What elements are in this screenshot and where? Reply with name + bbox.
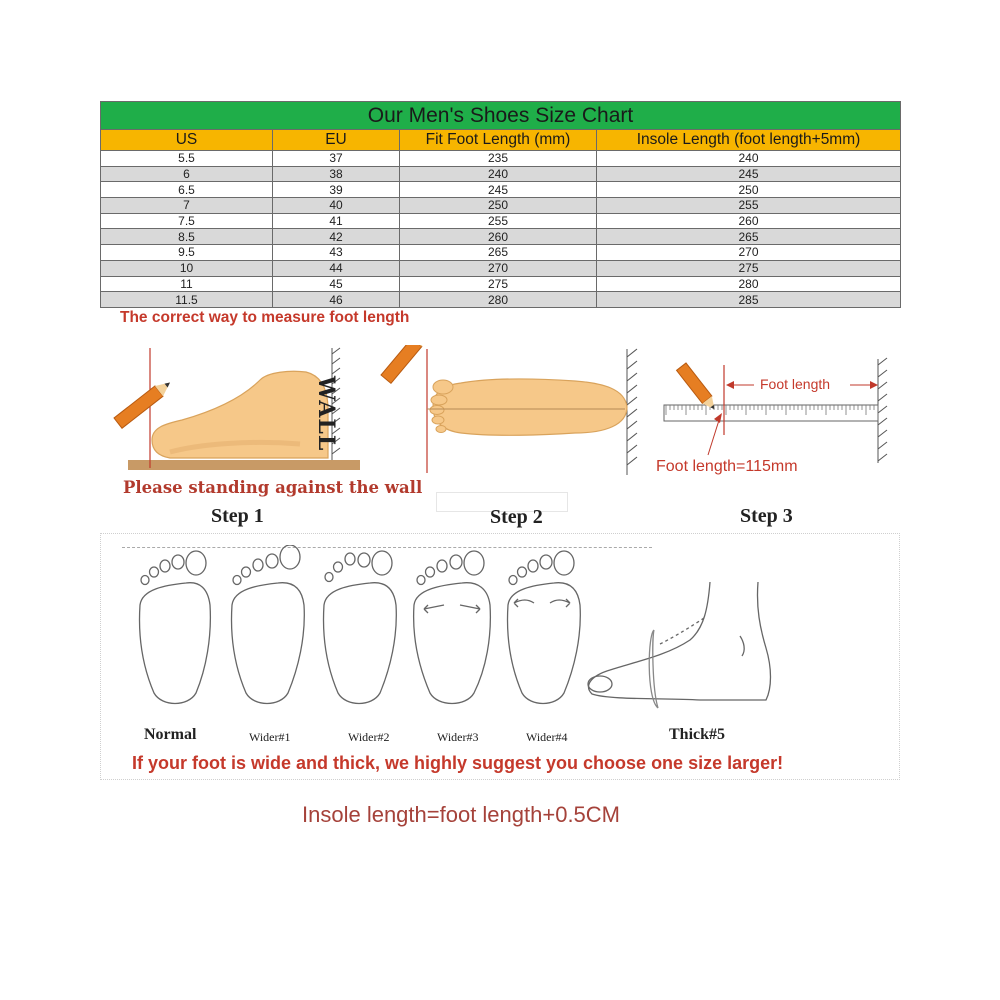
table-row [101,260,901,276]
cell-us: 6 [101,166,273,182]
insole-length-note: Insole length=foot length+0.5CM [302,802,621,827]
table-row [101,166,901,182]
foot-wider3-icon [414,551,491,704]
cell-eu: 42 [273,229,400,245]
foot-top-icon [433,379,627,435]
foot-type-wider4: Wider#4 [526,730,568,744]
foot-wider2-icon [324,551,397,704]
cell-fit-foot-length: 255 [400,213,597,229]
cell-insole-length: 250 [597,182,901,198]
table-row [101,245,901,261]
cell-fit-foot-length: 235 [400,151,597,167]
foot-type-thick5: Thick#5 [669,726,726,743]
cell-eu: 41 [273,213,400,229]
table-row [101,151,901,167]
foot-wider1-icon [232,545,305,704]
cell-fit-foot-length: 245 [400,182,597,198]
cell-eu: 40 [273,198,400,214]
table-row [101,276,901,292]
cell-insole-length: 260 [597,213,901,229]
step-2-label: Step 2 [490,506,543,528]
foot-type-wider1: Wider#1 [249,730,291,744]
cell-fit-foot-length: 275 [400,276,597,292]
foot-type-wider3: Wider#3 [437,730,479,744]
cell-eu: 43 [273,245,400,261]
cell-insole-length: 275 [597,260,901,276]
cell-us: 7.5 [101,213,273,229]
pencil-icon [381,345,431,383]
cell-insole-length: 265 [597,229,901,245]
cell-us: 8.5 [101,229,273,245]
standing-note: Please standing against the wall [123,478,423,497]
cell-insole-length: 255 [597,198,901,214]
foot-length-example: Foot length=115mm [656,458,798,475]
column-header-us: US [101,130,273,151]
cell-fit-foot-length: 280 [400,292,597,308]
cell-fit-foot-length: 265 [400,245,597,261]
wall-icon [878,358,887,463]
size-chart-title: Our Men's Shoes Size Chart [101,102,901,130]
column-header-fit-foot-length: Fit Foot Length (mm) [400,130,597,151]
table-row [101,182,901,198]
cell-fit-foot-length: 270 [400,260,597,276]
cell-insole-length: 270 [597,245,901,261]
cell-fit-foot-length: 250 [400,198,597,214]
cell-us: 7 [101,198,273,214]
cell-fit-foot-length: 260 [400,229,597,245]
table-row [101,292,901,308]
size-chart-header-row [101,130,901,151]
column-header-eu: EU [273,130,400,151]
measure-heading: The correct way to measure foot length [120,309,410,326]
pencil-icon [114,377,174,428]
floor-icon [128,460,360,470]
cell-eu: 38 [273,166,400,182]
size-advice: If your foot is wide and thick, we highly suggest you choose one size larger! [132,753,784,773]
cell-us: 6.5 [101,182,273,198]
cell-us: 10 [101,260,273,276]
cell-eu: 45 [273,276,400,292]
cell-insole-length: 245 [597,166,901,182]
cell-us: 11.5 [101,292,273,308]
foot-length-label: Foot length [760,376,831,392]
cell-eu: 46 [273,292,400,308]
table-row [101,213,901,229]
step2-illustration [375,345,645,480]
cell-eu: 39 [273,182,400,198]
step-1-label: Step 1 [211,505,264,527]
cell-us: 5.5 [101,151,273,167]
foot-wider4-icon [508,551,581,704]
foot-type-normal: Normal [144,726,197,743]
foot-normal-icon [140,551,211,704]
foot-outlines [120,545,600,715]
cell-fit-foot-length: 240 [400,166,597,182]
cell-insole-length: 240 [597,151,901,167]
wall-icon [627,349,637,475]
cell-eu: 37 [273,151,400,167]
column-header-insole-length: Insole Length (foot length+5mm) [597,130,901,151]
step-3-label: Step 3 [740,505,793,527]
foot-thick5-icon [580,578,780,718]
wall-label: WALL [313,376,339,452]
cell-us: 11 [101,276,273,292]
table-row [101,229,901,245]
cell-us: 9.5 [101,245,273,261]
foot-type-wider2: Wider#2 [348,730,390,744]
cell-insole-length: 285 [597,292,901,308]
table-row [101,198,901,214]
cell-insole-length: 280 [597,276,901,292]
size-chart-table [100,101,901,308]
cell-eu: 44 [273,260,400,276]
